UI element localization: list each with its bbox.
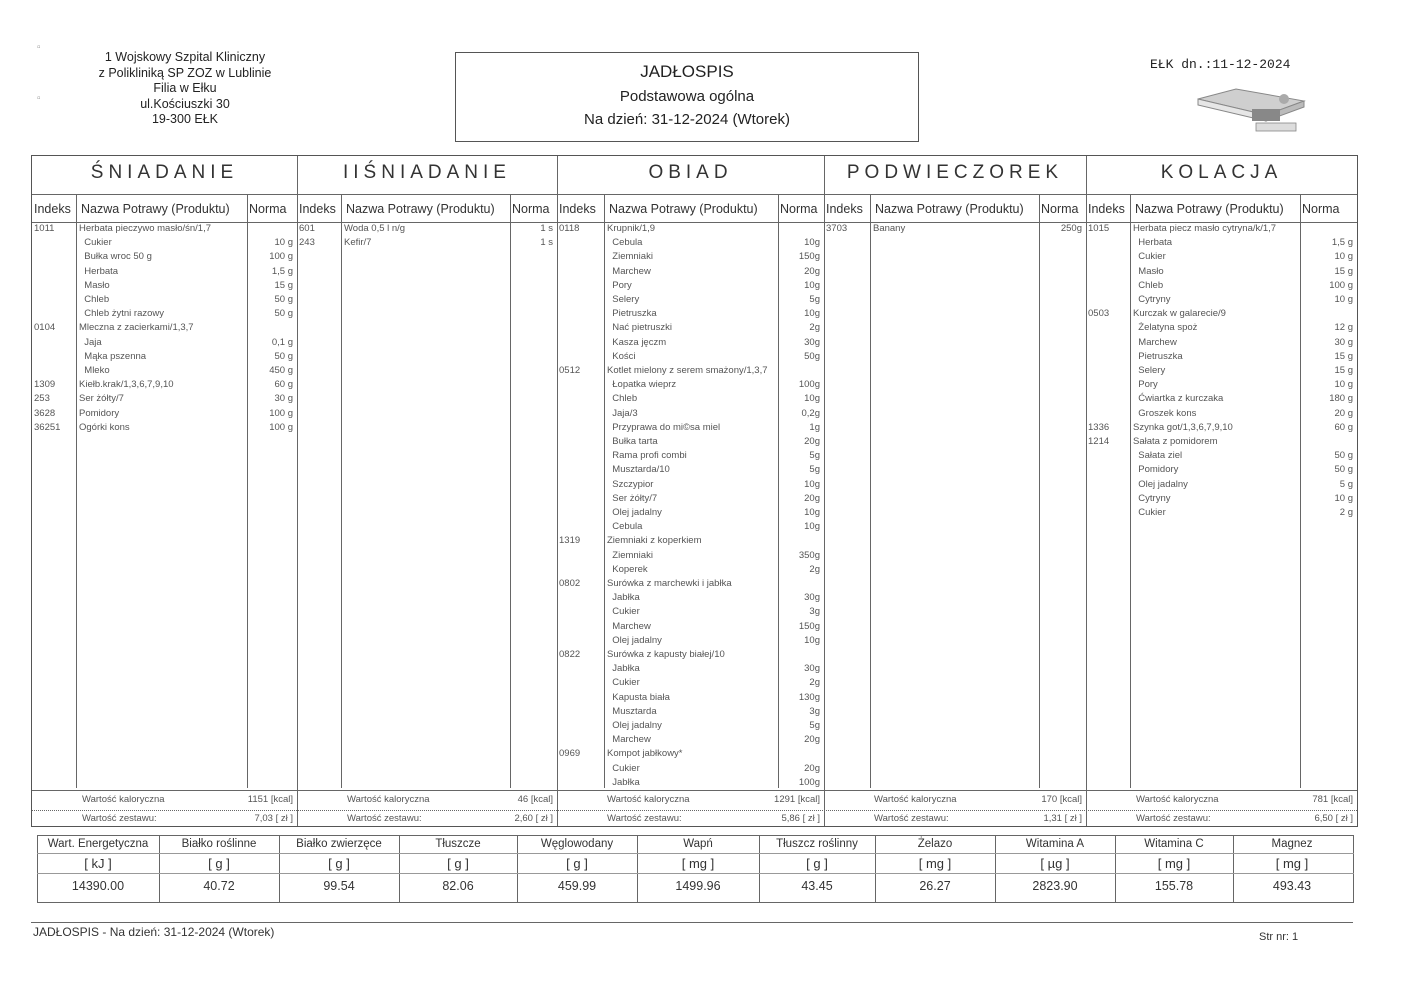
menu-cell-n: Masło	[79, 279, 110, 291]
meal-kcal-value	[177, 794, 293, 805]
hospital-line: z Polikliniką SP ZOZ w Lublinie	[98, 65, 272, 80]
nutrition-unit: [ mg ]	[918, 856, 952, 871]
menu-cell-i: 0104	[34, 322, 56, 334]
menu-cell-n: Woda 0,5 l n/g	[344, 223, 406, 234]
meal-cost-unit: [ zł ]	[1064, 813, 1082, 824]
section-divider	[824, 156, 825, 826]
menu-cell-n: Cebula	[607, 521, 643, 533]
menu-cell-v: 1,5 g	[1331, 237, 1353, 249]
column-divider	[604, 194, 605, 788]
menu-cell-n: Pomidory	[79, 407, 120, 419]
menu-cell-v: 20g	[804, 734, 820, 746]
menu-cell-i: 1015	[1088, 223, 1110, 234]
hospital-line: 19-300 EŁK	[151, 112, 219, 126]
menu-cell-n: Kości	[607, 350, 636, 362]
menu-cell-n: Chleb żytni razowy	[79, 308, 165, 320]
menu-cell-n: Nać pietruszki	[607, 322, 672, 334]
menu-cell-n: Cukier	[607, 677, 640, 689]
page-number: Str nr: 1	[1259, 931, 1299, 943]
menu-cell-v: 15 g	[1334, 350, 1353, 362]
menu-cell-v: 30 g	[274, 393, 293, 405]
menu-cell-v: 100 g	[269, 421, 293, 433]
meal-kcal-label: Wartość kaloryczna	[347, 794, 430, 805]
meal-cost-value	[177, 813, 293, 824]
menu-cell-n: Groszek kons	[1133, 407, 1197, 419]
nutrition-table	[37, 835, 1354, 903]
menu-cell-n: Ziemniaki	[607, 549, 653, 561]
menu-cell-n: Cebula	[607, 237, 643, 249]
menu-cell-n: Bułka tarta	[607, 436, 658, 447]
menu-cell-v: 100 g	[269, 251, 293, 263]
hospital-line: ul.Kościuszki 30	[140, 96, 230, 111]
column-header-name: Nazwa Potrawy (Produktu)	[1135, 202, 1284, 216]
nutrition-label: Wapń	[683, 838, 713, 850]
nutrition-label: Białko roślinne	[181, 838, 257, 850]
nutrition-value: 459.99	[557, 879, 597, 893]
menu-cell-v: 100 g	[1329, 279, 1353, 291]
menu-cell-i: 1336	[1088, 421, 1110, 433]
menu-cell-v: 3g	[809, 705, 820, 717]
column-divider	[76, 194, 77, 788]
menu-cell-v: 30g	[804, 592, 820, 604]
menu-cell-n: Cukier	[607, 606, 640, 618]
menu-cell-v: 60 g	[274, 379, 293, 391]
menu-cell-n: Cukier	[79, 237, 112, 249]
nutrition-label: Żelazo	[917, 838, 953, 850]
menu-cell-n: Ćwiartka z kurczaka	[1133, 393, 1224, 405]
column-divider	[510, 194, 511, 788]
menu-cell-n: Rama profi combi	[607, 450, 687, 462]
menu-cell-n: Chleb	[607, 393, 638, 405]
nutrition-label: Tłuszcz roślinny	[776, 838, 858, 850]
menu-cell-n: Pory	[607, 279, 632, 291]
meal-heading: IIŚNIADANIE	[343, 162, 511, 183]
menu-cell-n: Pietruszka	[1133, 350, 1183, 362]
menu-cell-v: 10g	[804, 521, 820, 533]
menu-cell-n: Kompot jabłkowy*	[607, 748, 683, 760]
nutrition-unit: [ mg ]	[681, 856, 715, 871]
menu-cell-v: 15 g	[274, 279, 293, 291]
menu-cell-n: Mleko	[79, 365, 110, 376]
meal-cost-value	[704, 813, 820, 824]
menu-cell-n: Kotlet mielony z serem smażony/1,3,7	[607, 365, 768, 376]
menu-cell-v: 3g	[809, 606, 820, 618]
menu-cell-n: Masło	[1133, 265, 1164, 277]
menu-cell-i: 253	[34, 393, 50, 405]
menu-cell-v: 100 g	[269, 407, 293, 419]
menu-cell-v: 10 g	[1334, 294, 1353, 305]
menu-cell-v: 30g	[804, 336, 820, 348]
nutrition-value: 14390.00	[71, 879, 125, 893]
menu-cell-v: 10 g	[274, 237, 293, 249]
menu-cell-n: Kasza jęczm	[607, 336, 667, 348]
nutrition-unit: [ mg ]	[1275, 856, 1309, 871]
menu-cell-v: 1 s	[540, 237, 553, 249]
menu-cell-v: 2g	[809, 322, 820, 334]
menu-cell-v: 30 g	[1334, 336, 1353, 348]
nutrition-value: 99.54	[323, 879, 355, 893]
menu-cell-n: Ziemniaki	[607, 251, 653, 263]
menu-cell-i: 3628	[34, 407, 56, 419]
column-header-index: Indeks	[299, 202, 336, 216]
menu-cell-n: Jaja/3	[607, 407, 638, 419]
meal-heading: PODWIECZOREK	[846, 162, 1064, 183]
menu-cell-n: Cytryny	[1133, 492, 1171, 504]
nutrition-label: Magnez	[1271, 838, 1313, 850]
menu-cell-i: 3703	[826, 223, 848, 234]
meal-kcal: 46	[517, 794, 529, 805]
nutrition-label: Węglowodany	[540, 838, 614, 850]
menu-cell-n: Mąka pszenna	[79, 350, 147, 362]
menu-cell-v: 20g	[804, 492, 820, 504]
meal-kcal-unit: [kcal]	[797, 794, 820, 805]
menu-cell-v: 5g	[809, 294, 820, 305]
menu-cell-n: Pietruszka	[607, 308, 657, 320]
meal-cost: 7,03	[254, 813, 273, 824]
menu-grid	[31, 155, 1358, 827]
meal-kcal-label: Wartość kaloryczna	[607, 794, 690, 805]
menu-cell-i: 0118	[559, 223, 580, 234]
meal-cost-label: Wartość zestawu:	[82, 813, 157, 824]
menu-cell-n: Kurczak w galarecie/9	[1133, 308, 1226, 320]
title-box	[455, 52, 919, 142]
meal-cost: 5,86	[781, 813, 800, 824]
menu-cell-v: 1 s	[540, 223, 553, 234]
nutrition-label: Białko zwierzęce	[296, 838, 382, 850]
nutrition-row-line	[37, 873, 1354, 874]
menu-cell-n: Herbata	[79, 265, 119, 277]
nutrition-value: 40.72	[203, 879, 235, 893]
section-divider	[557, 156, 558, 826]
menu-cell-n: Bułka wroc 50 g	[79, 251, 152, 263]
menu-cell-n: Pomidory	[1133, 464, 1179, 476]
menu-cell-n: Kapusta biała	[607, 691, 670, 703]
meal-kcal: 170	[1041, 794, 1058, 805]
column-header-norm: Norma	[249, 202, 287, 216]
column-divider	[1130, 194, 1131, 788]
menu-cell-v: 10g	[804, 393, 820, 405]
meal-kcal: 781	[1312, 794, 1329, 805]
column-header-index: Indeks	[826, 202, 863, 216]
menu-cell-n: Kefir/7	[344, 237, 372, 249]
hospital-stamp-image	[1196, 85, 1308, 133]
issue-date: EŁK dn.:11-12-2024	[1150, 57, 1291, 72]
scan-mark: ▫	[37, 42, 41, 53]
meal-kcal-unit: [kcal]	[270, 794, 293, 805]
nutrition-label: Witamina A	[1025, 838, 1085, 850]
footer-divider	[31, 922, 1353, 923]
menu-cell-v: 180 g	[1329, 393, 1353, 405]
meal-cost: 2,60	[514, 813, 533, 824]
menu-cell-v: 100g	[798, 776, 820, 788]
column-header-name: Nazwa Potrawy (Produktu)	[81, 202, 230, 216]
menu-cell-n: Szynka got/1,3,6,7,9,10	[1133, 421, 1233, 433]
meal-kcal-unit: [kcal]	[1059, 794, 1082, 805]
menu-cell-i: 0802	[559, 578, 581, 589]
nutrition-label: Tłuszcze	[435, 838, 481, 850]
menu-cell-n: Chleb	[1133, 279, 1164, 291]
nutrition-value: 155.78	[1154, 879, 1194, 893]
menu-cell-v: 50 g	[274, 350, 293, 362]
menu-cell-n: Cukier	[607, 762, 640, 774]
column-header-index: Indeks	[1088, 202, 1125, 216]
menu-cell-n: Selery	[1133, 365, 1166, 376]
menu-cell-v: 50 g	[1334, 450, 1353, 462]
nutrition-unit: [ g ]	[806, 856, 828, 871]
menu-cell-n: Marchew	[607, 620, 651, 632]
meal-heading: OBIAD	[648, 162, 733, 183]
menu-cell-v: 2g	[809, 563, 820, 575]
menu-cell-v: 10 g	[1334, 379, 1353, 391]
menu-cell-n: Pory	[1133, 379, 1158, 391]
meal-cost-value	[1237, 813, 1353, 824]
menu-cell-n: Ser żółty/7	[607, 492, 658, 504]
nutrition-label: Witamina C	[1144, 838, 1204, 850]
menu-cell-v: 60 g	[1334, 421, 1353, 433]
menu-cell-n: Jaja	[79, 336, 102, 348]
menu-cell-v: 100g	[798, 379, 820, 391]
meal-cost-unit: [ zł ]	[275, 813, 293, 824]
menu-cell-v: 20g	[804, 436, 820, 447]
meal-cost-value	[966, 813, 1082, 824]
menu-cell-v: 2 g	[1339, 507, 1353, 518]
menu-cell-n: Jabłka	[607, 663, 640, 675]
meal-kcal-label: Wartość kaloryczna	[874, 794, 957, 805]
nutrition-unit: [ mg ]	[1157, 856, 1191, 871]
menu-cell-n: Sałata ziel	[1133, 450, 1183, 462]
column-header-norm: Norma	[512, 202, 550, 216]
nutrition-value: 26.27	[919, 879, 951, 893]
meal-heading: KOLACJA	[1160, 162, 1283, 183]
meal-kcal: 1151	[247, 794, 269, 805]
menu-cell-n: Surówka z marchewki i jabłka	[607, 578, 732, 589]
column-divider	[1039, 194, 1040, 788]
menu-cell-i: 0503	[1088, 308, 1110, 320]
nutrition-unit: [ kJ ]	[84, 856, 112, 871]
menu-cell-v: 130g	[798, 691, 820, 703]
nutrition-value: 493.43	[1272, 879, 1312, 893]
menu-cell-v: 10g	[804, 308, 820, 320]
menu-cell-n: Cukier	[1133, 507, 1166, 518]
menu-cell-n: Herbata	[1133, 237, 1173, 249]
menu-cell-v: 0,1 g	[271, 336, 293, 348]
menu-cell-v: 12 g	[1334, 322, 1353, 334]
meal-cost-unit: [ zł ]	[802, 813, 820, 824]
menu-cell-n: Przyprawa do mi©sa miel	[607, 421, 721, 433]
menu-cell-v: 50 g	[274, 294, 293, 305]
hospital-line: Filia w Ełku	[153, 81, 217, 95]
meal-cost-value	[437, 813, 553, 824]
menu-date: Na dzień: 31-12-2024 (Wtorek)	[584, 111, 790, 128]
meal-cost-label: Wartość zestawu:	[347, 813, 422, 824]
menu-cell-n: Mleczna z zacierkami/1,3,7	[79, 322, 194, 334]
menu-cell-n: Selery	[607, 294, 640, 305]
menu-cell-n: Herbata piecz masło cytryna/k/1,7	[1133, 223, 1277, 234]
nutrition-unit: [ g ]	[566, 856, 588, 871]
menu-cell-i: 0822	[559, 649, 581, 660]
meal-cost-unit: [ zł ]	[535, 813, 553, 824]
menu-cell-v: 10g	[804, 478, 820, 490]
menu-cell-i: 601	[299, 223, 315, 234]
diet-type: Podstawowa ogólna	[619, 88, 755, 105]
column-header-norm: Norma	[1302, 202, 1340, 216]
menu-cell-v: 150g	[798, 251, 820, 263]
menu-cell-v: 15 g	[1334, 365, 1353, 376]
meal-cost-label: Wartość zestawu:	[874, 813, 949, 824]
menu-cell-n: Herbata pieczywo masło/śn/1,7	[79, 223, 212, 234]
meal-heading: ŚNIADANIE	[90, 162, 239, 183]
menu-cell-i: 0969	[559, 748, 581, 760]
menu-cell-n: Olej jadalny	[1133, 478, 1188, 490]
menu-cell-n: Musztarda	[607, 705, 657, 717]
meal-kcal-value	[704, 794, 820, 805]
meal-kcal-value	[437, 794, 553, 805]
hospital-address	[60, 50, 310, 128]
nutrition-unit: [ g ]	[208, 856, 230, 871]
menu-cell-n: Banany	[873, 223, 906, 234]
menu-cell-v: 250g	[1060, 223, 1082, 234]
column-header-name: Nazwa Potrawy (Produktu)	[875, 202, 1024, 216]
menu-cell-v: 20g	[804, 265, 820, 277]
nutrition-value: 43.45	[801, 879, 833, 893]
menu-cell-n: Olej jadalny	[607, 507, 662, 518]
menu-cell-n: Łopatka wieprz	[607, 379, 677, 391]
menu-cell-i: 0512	[559, 365, 581, 376]
menu-cell-n: Jabłka	[607, 592, 640, 604]
menu-cell-v: 350g	[798, 549, 820, 561]
menu-cell-i: 1319	[559, 535, 581, 547]
menu-cell-v: 50 g	[1334, 464, 1353, 476]
menu-cell-n: Sałata z pomidorem	[1133, 436, 1218, 447]
meal-cost-label: Wartość zestawu:	[1136, 813, 1211, 824]
menu-cell-v: 50g	[804, 350, 820, 362]
menu-cell-n: Ogórki kons	[79, 421, 130, 433]
menu-cell-i: 1214	[1088, 436, 1110, 447]
menu-cell-n: Krupnik/1,9	[607, 223, 656, 234]
menu-cell-v: 10g	[804, 507, 820, 518]
menu-cell-n: Ser żółty/7	[79, 393, 124, 405]
meal-kcal-unit: [kcal]	[1330, 794, 1353, 805]
meal-kcal-label: Wartość kaloryczna	[1136, 794, 1219, 805]
meal-kcal-label: Wartość kaloryczna	[82, 794, 165, 805]
scan-mark: ▫	[37, 93, 41, 104]
column-header-name: Nazwa Potrawy (Produktu)	[346, 202, 495, 216]
menu-cell-n: Cytryny	[1133, 294, 1171, 305]
section-divider	[1086, 156, 1087, 826]
menu-cell-v: 5g	[809, 450, 820, 462]
column-divider	[341, 194, 342, 788]
menu-cell-v: 20g	[804, 762, 820, 774]
menu-cell-v: 0,2g	[801, 407, 820, 419]
meal-kcal: 1291	[774, 794, 796, 805]
menu-cell-n: Marchew	[607, 734, 651, 746]
column-header-index: Indeks	[34, 202, 71, 216]
menu-cell-n: Kiełb.krak/1,3,6,7,9,10	[79, 379, 174, 391]
menu-cell-n: Marchew	[607, 265, 651, 277]
column-divider	[870, 194, 871, 788]
menu-cell-n: Żelatyna spoż	[1133, 322, 1198, 334]
nutrition-unit: [ g ]	[328, 856, 350, 871]
menu-cell-i: 243	[299, 237, 315, 249]
menu-cell-v: 5 g	[1339, 478, 1353, 490]
menu-cell-v: 10g	[804, 237, 820, 249]
menu-cell-n: Musztarda/10	[607, 464, 670, 476]
menu-cell-v: 30g	[804, 663, 820, 675]
meal-cost: 1,31	[1043, 813, 1062, 824]
menu-cell-i: 1011	[34, 223, 55, 234]
column-header-norm: Norma	[780, 202, 818, 216]
hospital-line: 1 Wojskowy Szpital Kliniczny	[104, 50, 266, 64]
nutrition-value: 82.06	[442, 879, 474, 893]
nutrition-unit: [ µg ]	[1040, 856, 1070, 871]
menu-cell-v: 1g	[809, 421, 820, 433]
menu-cell-v: 10g	[804, 279, 820, 291]
meal-cost: 6,50	[1314, 813, 1333, 824]
document-title: JADŁOSPIS	[640, 62, 734, 81]
menu-cell-v: 150g	[798, 620, 820, 632]
footer-text: JADŁOSPIS - Na dzień: 31-12-2024 (Wtorek)	[33, 925, 275, 939]
column-header-name: Nazwa Potrawy (Produktu)	[609, 202, 758, 216]
menu-cell-v: 20 g	[1334, 407, 1353, 419]
menu-cell-n: Jabłka	[607, 776, 640, 788]
nutrition-value: 1499.96	[675, 879, 721, 893]
menu-cell-v: 10g	[804, 634, 820, 646]
meal-kcal-value	[1237, 794, 1353, 805]
nutrition-value: 2823.90	[1032, 879, 1078, 893]
meal-cost-unit: [ zł ]	[1335, 813, 1353, 824]
menu-cell-n: Surówka z kapusty białej/10	[607, 649, 725, 660]
menu-cell-n: Szczypior	[607, 478, 654, 490]
nutrition-unit: [ g ]	[447, 856, 469, 871]
section-divider	[297, 156, 298, 826]
menu-cell-n: Chleb	[79, 294, 110, 305]
menu-cell-n: Olej jadalny	[607, 634, 662, 646]
meal-kcal-unit: [kcal]	[530, 794, 553, 805]
menu-cell-v: 10 g	[1334, 251, 1353, 263]
menu-cell-v: 5g	[809, 464, 820, 476]
menu-cell-i: 36251	[34, 421, 61, 433]
menu-cell-v: 5g	[809, 720, 820, 731]
menu-cell-v: 450 g	[269, 365, 293, 376]
menu-cell-v: 2g	[809, 677, 820, 689]
menu-cell-n: Ziemniaki z koperkiem	[607, 535, 702, 547]
menu-cell-v: 15 g	[1334, 265, 1353, 277]
meal-kcal-value	[966, 794, 1082, 805]
nutrition-row-line	[37, 853, 1354, 854]
menu-cell-n: Cukier	[1133, 251, 1166, 263]
meal-cost-label: Wartość zestawu:	[607, 813, 682, 824]
menu-cell-i: 1309	[34, 379, 56, 391]
menu-cell-v: 1,5 g	[271, 265, 293, 277]
column-header-norm: Norma	[1041, 202, 1079, 216]
menu-cell-n: Marchew	[1133, 336, 1177, 348]
menu-cell-n: Olej jadalny	[607, 720, 662, 731]
nutrition-label: Wart. Energetyczna	[47, 838, 149, 850]
menu-cell-v: 50 g	[274, 308, 293, 320]
menu-cell-v: 10 g	[1334, 492, 1353, 504]
menu-cell-n: Koperek	[607, 563, 648, 575]
column-header-index: Indeks	[559, 202, 596, 216]
